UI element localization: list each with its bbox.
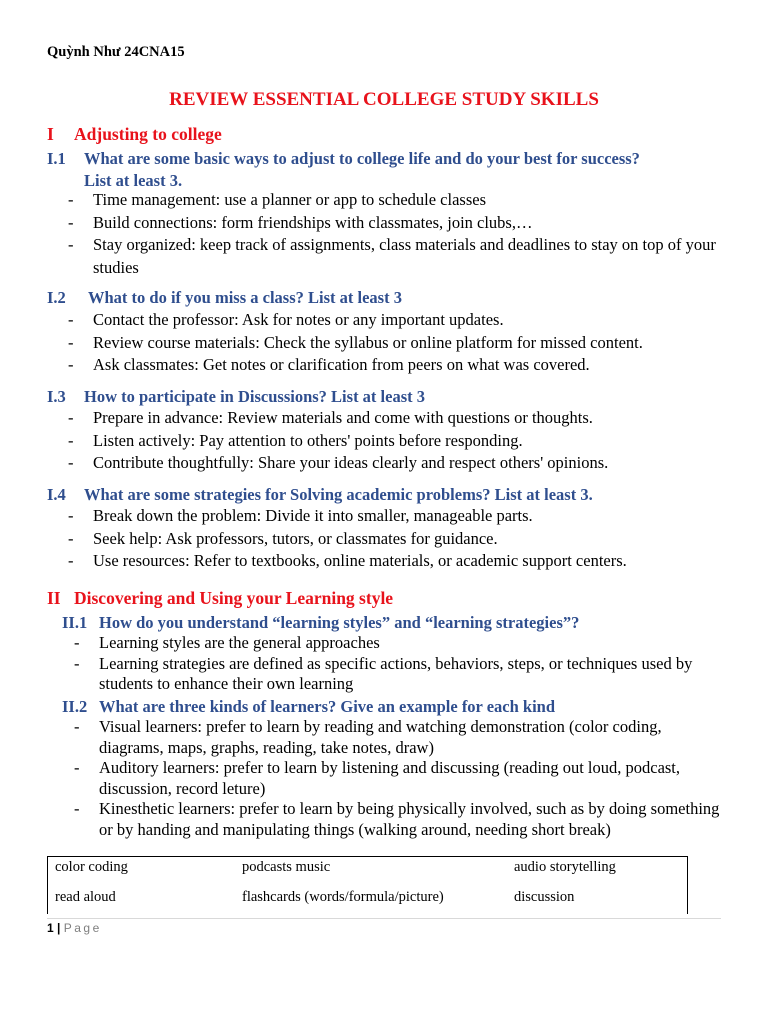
table-row — [47, 887, 689, 917]
list-item: - Break down the problem: Divide it into smaller, manageable parts. — [68, 506, 533, 525]
page-label: Page — [63, 921, 102, 935]
question-number: II.2 — [62, 697, 88, 716]
question-text: How to participate in Discussions? List at least 3 — [84, 387, 426, 406]
section-heading-1 — [47, 124, 222, 145]
examples-table — [47, 856, 689, 917]
question-text: What are some strategies for Solving academic problems? List at least 3. — [84, 485, 593, 504]
question-text: How do you understand “learning styles” and “learning strategies”? — [99, 613, 580, 632]
list-item: - Use resources: Refer to textbooks, online materials, or academic support centers. — [68, 551, 627, 570]
list-item: - Seek help: Ask professors, tutors, or classmates for guidance. — [68, 528, 498, 548]
question-number: I.2 — [47, 288, 66, 307]
question-heading — [47, 484, 737, 506]
question-number: I.1 — [47, 149, 66, 168]
section-title: Adjusting to college — [74, 124, 222, 144]
question-heading — [62, 612, 732, 634]
table-cell: read aloud — [55, 889, 116, 905]
answer-list — [74, 633, 714, 695]
table-row — [47, 856, 689, 887]
section-title: Discovering and Using your Learning style — [74, 588, 394, 608]
question-heading — [62, 696, 732, 718]
page-footer — [47, 921, 102, 935]
footer-separator: | — [57, 921, 61, 935]
question-number: I.4 — [47, 485, 66, 504]
section-number: II — [47, 588, 61, 608]
answer-list — [68, 505, 728, 573]
question-text-continued: List at least 3. — [84, 171, 183, 190]
question-heading — [47, 148, 727, 192]
list-item: - Stay organized: keep track of assignments, class materials and deadlines to stay on top of your studies — [68, 235, 716, 277]
question-heading — [47, 386, 727, 408]
list-item: - Auditory learners: prefer to learn by listening and discussing (reading out loud, podcast, discussion, record leture) — [74, 758, 681, 798]
answer-list — [74, 717, 720, 840]
table-cell: flashcards (words/formula/picture) — [242, 889, 444, 905]
list-item: - Visual learners: prefer to learn by reading and watching demonstration (color coding, diagrams, maps, graphs, reading, take notes, draw) — [74, 717, 662, 757]
section-heading-2 — [47, 588, 393, 609]
author-line: Quỳnh Như 24CNA15 — [47, 44, 185, 60]
list-item: - Listen actively: Pay attention to others' points before responding. — [68, 430, 523, 450]
list-item: - Ask classmates: Get notes or clarification from peers on what was covered. — [68, 355, 590, 374]
section-number: I — [47, 124, 54, 144]
question-text: What are some basic ways to adjust to college life and do your best for success? — [84, 149, 640, 168]
question-heading — [47, 287, 727, 309]
list-item: - Time management: use a planner or app to schedule classes — [68, 190, 486, 209]
list-item: - Prepare in advance: Review materials and come with questions or thoughts. — [68, 408, 593, 427]
answer-list — [68, 309, 728, 377]
list-item: - Learning strategies are defined as specific actions, behaviors, steps, or techniques used by students to enhance their own learning — [74, 653, 693, 693]
table-cell: podcasts music — [242, 859, 331, 875]
document-title: REVIEW ESSENTIAL COLLEGE STUDY SKILLS — [169, 89, 599, 110]
list-item: - Contribute thoughtfully: Share your ideas clearly and respect others' opinions. — [68, 453, 609, 472]
answer-list — [68, 407, 728, 475]
footer-divider — [47, 918, 721, 919]
table-cell: audio storytelling — [514, 859, 616, 875]
table-cell: discussion — [514, 889, 575, 905]
question-number: II.1 — [62, 613, 88, 632]
page-number: 1 — [47, 921, 54, 935]
answer-list — [68, 189, 728, 279]
question-text: What are three kinds of learners? Give an example for each kind — [99, 697, 556, 716]
list-item: - Contact the professor: Ask for notes or any important updates. — [68, 310, 504, 329]
list-item: - Review course materials: Check the syllabus or online platform for missed content. — [68, 332, 643, 352]
list-item: - Kinesthetic learners: prefer to learn by being physically involved, such as by doing something or by handing and manipulating things (walking around, needing short break) — [74, 799, 720, 839]
question-text: What to do if you miss a class? List at least 3 — [88, 288, 402, 307]
table-cell: color coding — [55, 859, 128, 875]
list-item: - Build connections: form friendships with classmates, join clubs,… — [68, 212, 533, 232]
list-item: - Learning styles are the general approaches — [74, 633, 380, 652]
question-number: I.3 — [47, 387, 66, 406]
